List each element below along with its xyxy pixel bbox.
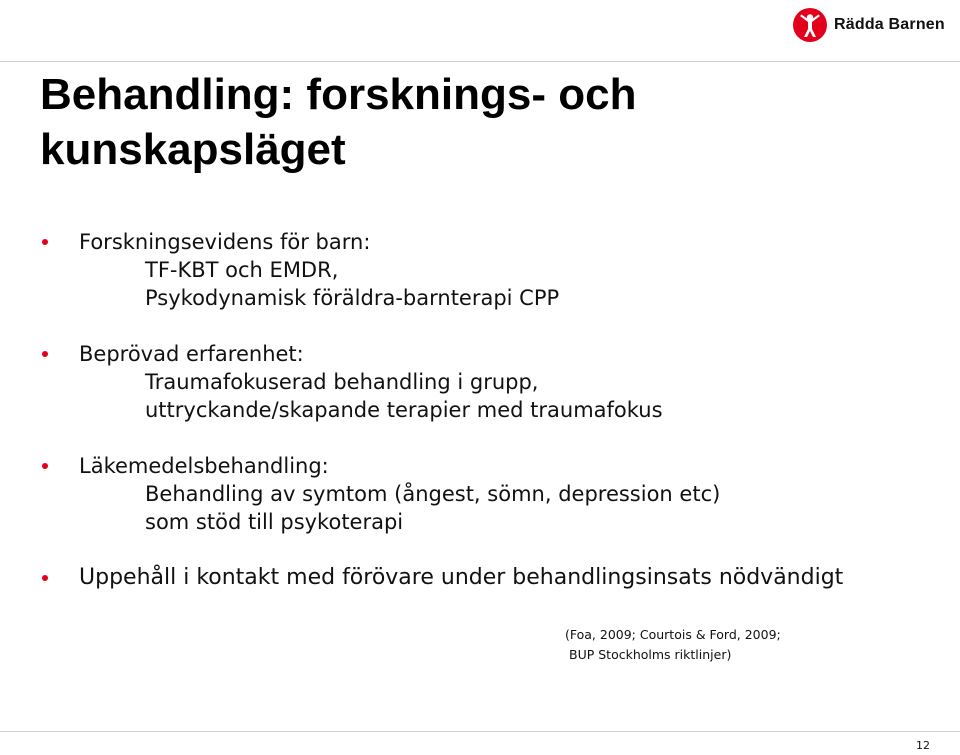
bullet-item-uppehall [42, 564, 942, 592]
slide-title [40, 67, 760, 177]
citation-line-1: (Foa, 2009; Courtois & Ford, 2009; [565, 627, 781, 642]
radda-barnen-logo [792, 4, 952, 46]
bullet-dot-icon [42, 463, 48, 469]
bullet-list [42, 228, 942, 592]
bullet-subline: Behandling av symtom (ångest, sömn, depression etc) [145, 482, 721, 506]
bullet-dot-icon [42, 351, 48, 357]
bullet-heading: Läkemedelsbehandling: [79, 454, 329, 478]
bullet-subline: TF-KBT och EMDR, [145, 258, 339, 282]
citation-line-2: BUP Stockholms riktlinjer) [569, 647, 732, 662]
slide-title-line-2: kunskapsläget [40, 125, 346, 174]
bullet-item-forskningsevidens [42, 228, 942, 312]
bullet-item-lakemedelsbehandling [42, 452, 942, 536]
bullet-subline: som stöd till psykoterapi [145, 510, 404, 534]
bullet-dot-icon [42, 575, 48, 581]
logo-wordmark: Rädda Barnen [834, 16, 945, 33]
slide-title-line-1: Behandling: forsknings- och [40, 70, 637, 119]
bullet-subline: uttryckande/skapande terapier med traumafokus [145, 398, 663, 422]
page-number: 12 [916, 739, 930, 752]
header-divider [0, 61, 960, 62]
radda-barnen-emblem-icon [792, 7, 828, 43]
bullet-subline: Psykodynamisk föräldra-barnterapi CPP [145, 286, 560, 310]
bullet-item-beprovad-erfarenhet [42, 340, 942, 424]
bullet-heading: Forskningsevidens för barn: [79, 230, 371, 254]
bullet-dot-icon [42, 239, 48, 245]
footer-divider [0, 731, 960, 732]
bullet-heading: Uppehåll i kontakt med förövare under behandlingsinsats nödvändigt [79, 565, 844, 590]
bullet-heading: Beprövad erfarenhet: [79, 342, 304, 366]
citation [565, 625, 781, 665]
bullet-subline: Traumafokuserad behandling i grupp, [145, 370, 539, 394]
